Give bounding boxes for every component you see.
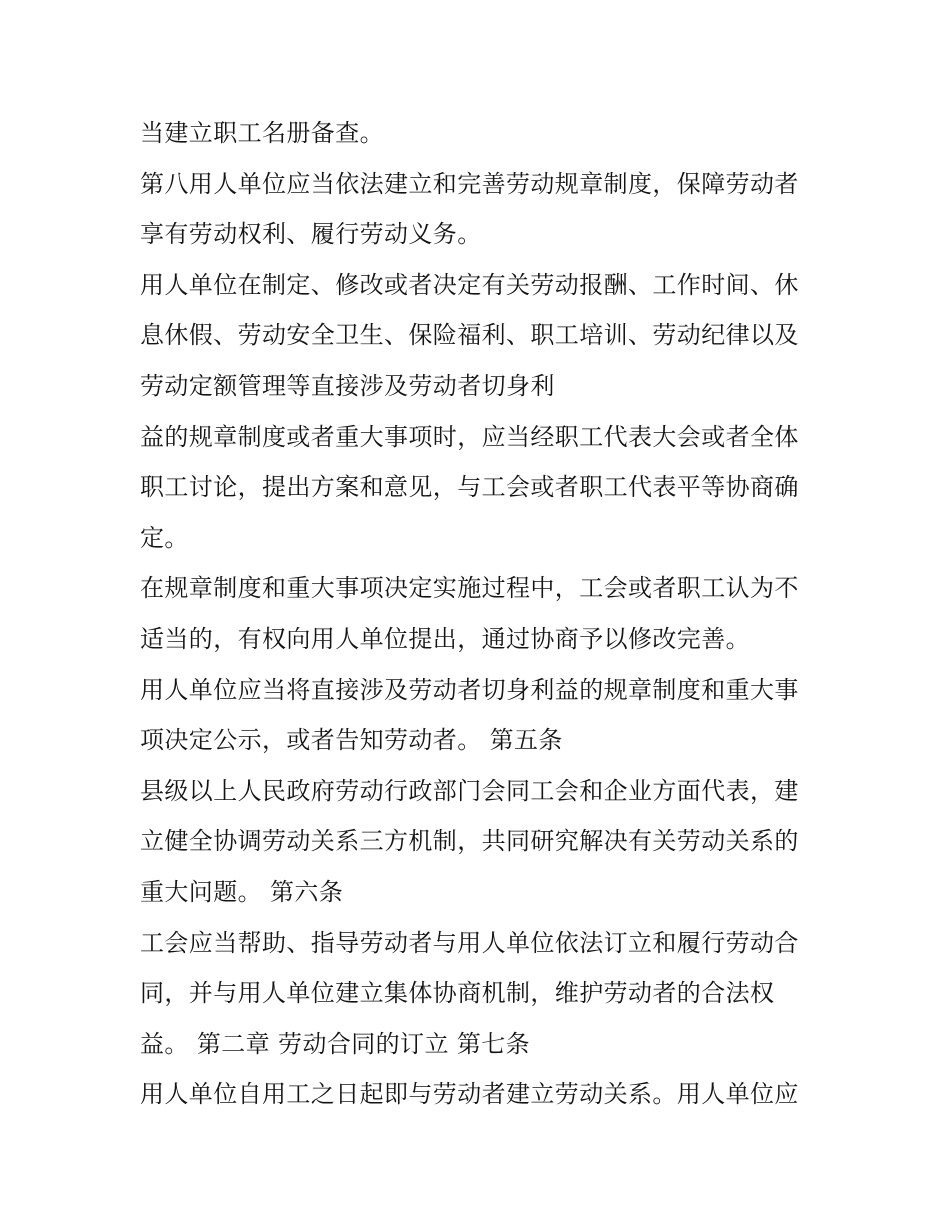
text-line: 益。 第二章 劳动合同的订立 第七条 xyxy=(140,1029,531,1058)
text-line: 立健全协调劳动关系三方机制，共同研究解决有关劳动关系的 xyxy=(140,827,799,856)
text-line: 劳动定额管理等直接涉及劳动者切身利 xyxy=(140,371,555,400)
text-line: 在规章制度和重大事项决定实施过程中，工会或者职工认为不 xyxy=(140,574,799,603)
text-line: 用人单位自用工之日起即与劳动者建立劳动关系。用人单位应 xyxy=(140,1080,799,1109)
text-line: 职工讨论，提出方案和意见，与工会或者职工代表平等协商确 xyxy=(140,473,799,502)
text-line: 工会应当帮助、指导劳动者与用人单位依法订立和履行劳动合 xyxy=(140,928,799,957)
text-line: 用人单位应当将直接涉及劳动者切身利益的规章制度和重大事 xyxy=(140,675,799,704)
text-line: 重大问题。 第六条 xyxy=(140,877,344,906)
text-line: 项决定公示，或者告知劳动者。 第五条 xyxy=(140,726,563,755)
text-line: 同，并与用人单位建立集体协商机制，维护劳动者的合法权 xyxy=(140,979,775,1008)
text-line: 定。 xyxy=(140,523,189,552)
text-line: 县级以上人民政府劳动行政部门会同工会和企业方面代表，建 xyxy=(140,776,799,805)
text-line: 享有劳动权利、履行劳动义务。 xyxy=(140,220,482,249)
text-line: 适当的，有权向用人单位提出，通过协商予以修改完善。 xyxy=(140,624,750,653)
text-line: 第八用人单位应当依法建立和完善劳动规章制度，保障劳动者 xyxy=(140,169,799,198)
text-line: 息休假、劳动安全卫生、保险福利、职工培训、劳动纪律以及 xyxy=(140,321,799,350)
text-line: 当建立职工名册备查。 xyxy=(140,119,384,147)
text-line: 益的规章制度或者重大事项时，应当经职工代表大会或者全体 xyxy=(140,422,799,451)
text-line: 用人单位在制定、修改或者决定有关劳动报酬、工作时间、休 xyxy=(140,270,799,299)
document-body xyxy=(140,108,820,1120)
